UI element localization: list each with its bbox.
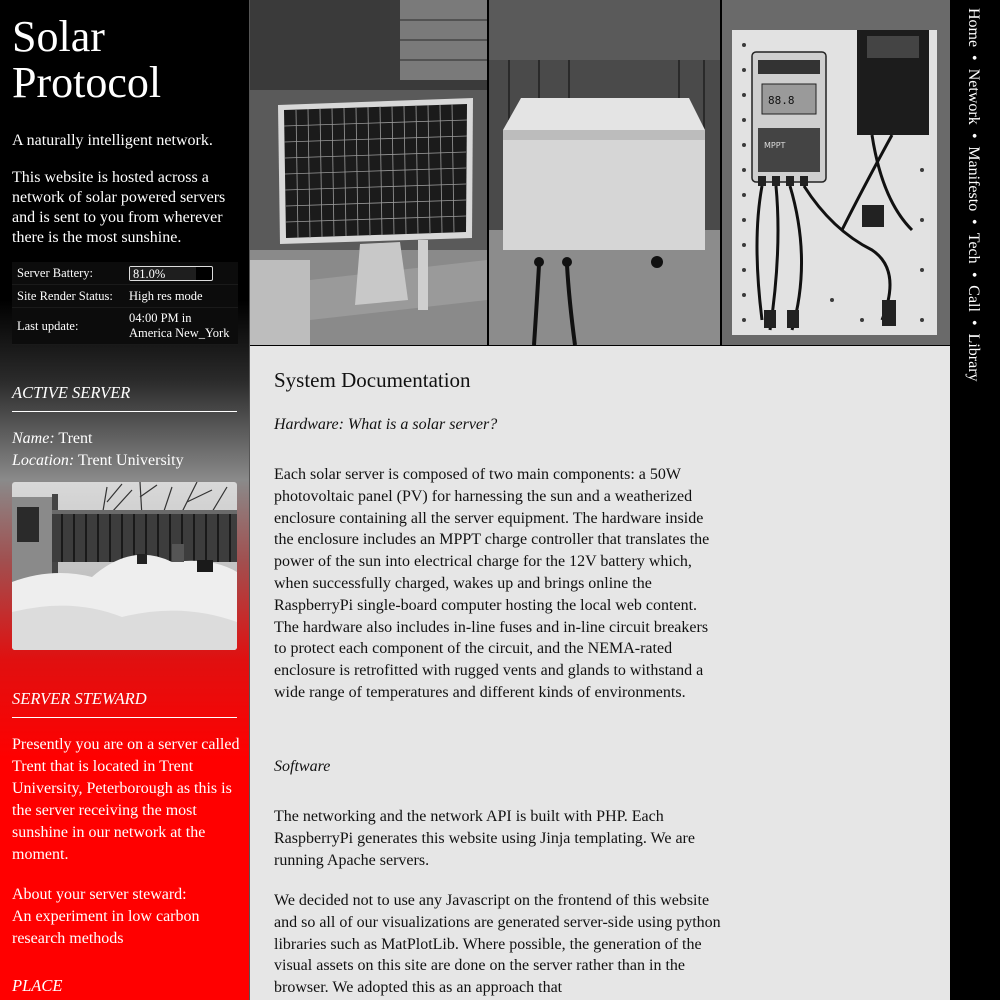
status-table [12,262,238,345]
nav-separator: • [965,132,982,139]
battery-meter [129,266,213,281]
solar-panel-photo [250,0,487,345]
nav-library[interactable]: Library [965,333,982,382]
nav-list [964,8,982,382]
last-update-label: Last update: [12,308,124,345]
battery-label: Server Battery: [12,262,124,285]
tagline: A naturally intelligent network. [12,132,213,149]
solar-panel-image [250,0,487,345]
nav-separator: • [965,319,982,326]
nav-home[interactable]: Home [965,8,982,48]
server-photo [12,482,237,650]
charge-controller-image [722,0,950,345]
server-photo-image [12,482,237,650]
intro-text: This website is hosted across a network of solar powered servers and is sent to you from wherever there is the most sunshine. [12,169,226,246]
software-paragraph-1: The networking and the network API is built with PHP. Each RaspberryPi generates this website using Jinja templating. We are running Apache servers. [274,808,695,869]
sidebar [0,0,250,1000]
server-info [12,428,240,472]
render-status-label: Site Render Status: [12,285,124,308]
about-steward-label: About your server steward: [12,886,187,903]
main-content [250,346,950,1000]
software-paragraph-2: We decided not to use any Javascript on the frontend of this website and so all of our visualizations are generated server-side using python libraries such as MatPlotLib. Where possible, the generation of the visual assets on this site are done on the server rather than in the browser. We adopted this as an approach that [274,892,721,997]
site-title-line2: Protocol [12,58,162,107]
status-row-update [12,308,238,345]
svg-text:88.8: 88.8 [768,94,795,107]
active-server-heading: ACTIVE SERVER [12,383,237,412]
about-steward[interactable] [12,884,240,950]
vertical-nav [950,0,1000,1000]
nav-network[interactable]: Network [965,68,982,125]
battery-value: 81.0% [133,266,166,281]
charge-controller-photo [722,0,950,345]
about-steward-link[interactable]: An experiment in low carbon research methods [12,908,200,947]
page-title: System Documentation [274,368,471,392]
server-location-label: Location: [12,452,75,469]
nav-separator: • [965,55,982,61]
software-heading: Software [274,758,331,775]
site-title[interactable] [12,14,161,106]
place-heading: PLACE [12,976,63,995]
nav-call[interactable]: Call [965,285,982,312]
status-row-render [12,285,238,308]
nav-separator: • [965,219,982,225]
server-name-label: Name: [12,430,55,447]
server-location-value: Trent University [77,452,184,469]
site-title-line1: Solar [12,12,105,61]
nav-separator: • [965,271,982,278]
last-update-value: 04:00 PM in America New_York [124,308,238,345]
server-steward-heading: SERVER STEWARD [12,689,237,718]
nav-tech[interactable]: Tech [965,232,982,264]
server-name-value: Trent [58,430,93,447]
render-status-value: High res mode [124,285,238,308]
nav-manifesto[interactable]: Manifesto [965,146,982,212]
status-row-battery [12,262,238,285]
hardware-photo-strip [250,0,950,346]
mppt-label: MPPT [764,141,786,150]
battery-cell [124,262,238,285]
steward-text: Presently you are on a server called Trent that is located in Trent University, Peterborough as this is the server receiving the most sunshine in our network at the moment. [12,736,240,863]
enclosure-image [489,0,720,345]
enclosure-photo [489,0,720,345]
hardware-paragraph: Each solar server is composed of two main components: a 50W photovoltaic panel (PV) for harnessing the sun and a weatherized enclosure containing all the server equipment. The hardware inside the enclosure includes an MPPT charge controller that translates the power of the sun into electrical charge for the 12V battery which, when successfully charged, wakes up and brings online the RaspberryPi single-board computer hosting the local web content. The hardware also includes in-line fuses and in-line circuit breakers to protect each component of the circuit, and the NEMA-rated enclosure is retrofitted with rugged vents and glands to withstand a wide range of temperatures and different kinds of environments. [274,466,710,701]
hardware-heading: Hardware: What is a solar server? [274,416,498,433]
